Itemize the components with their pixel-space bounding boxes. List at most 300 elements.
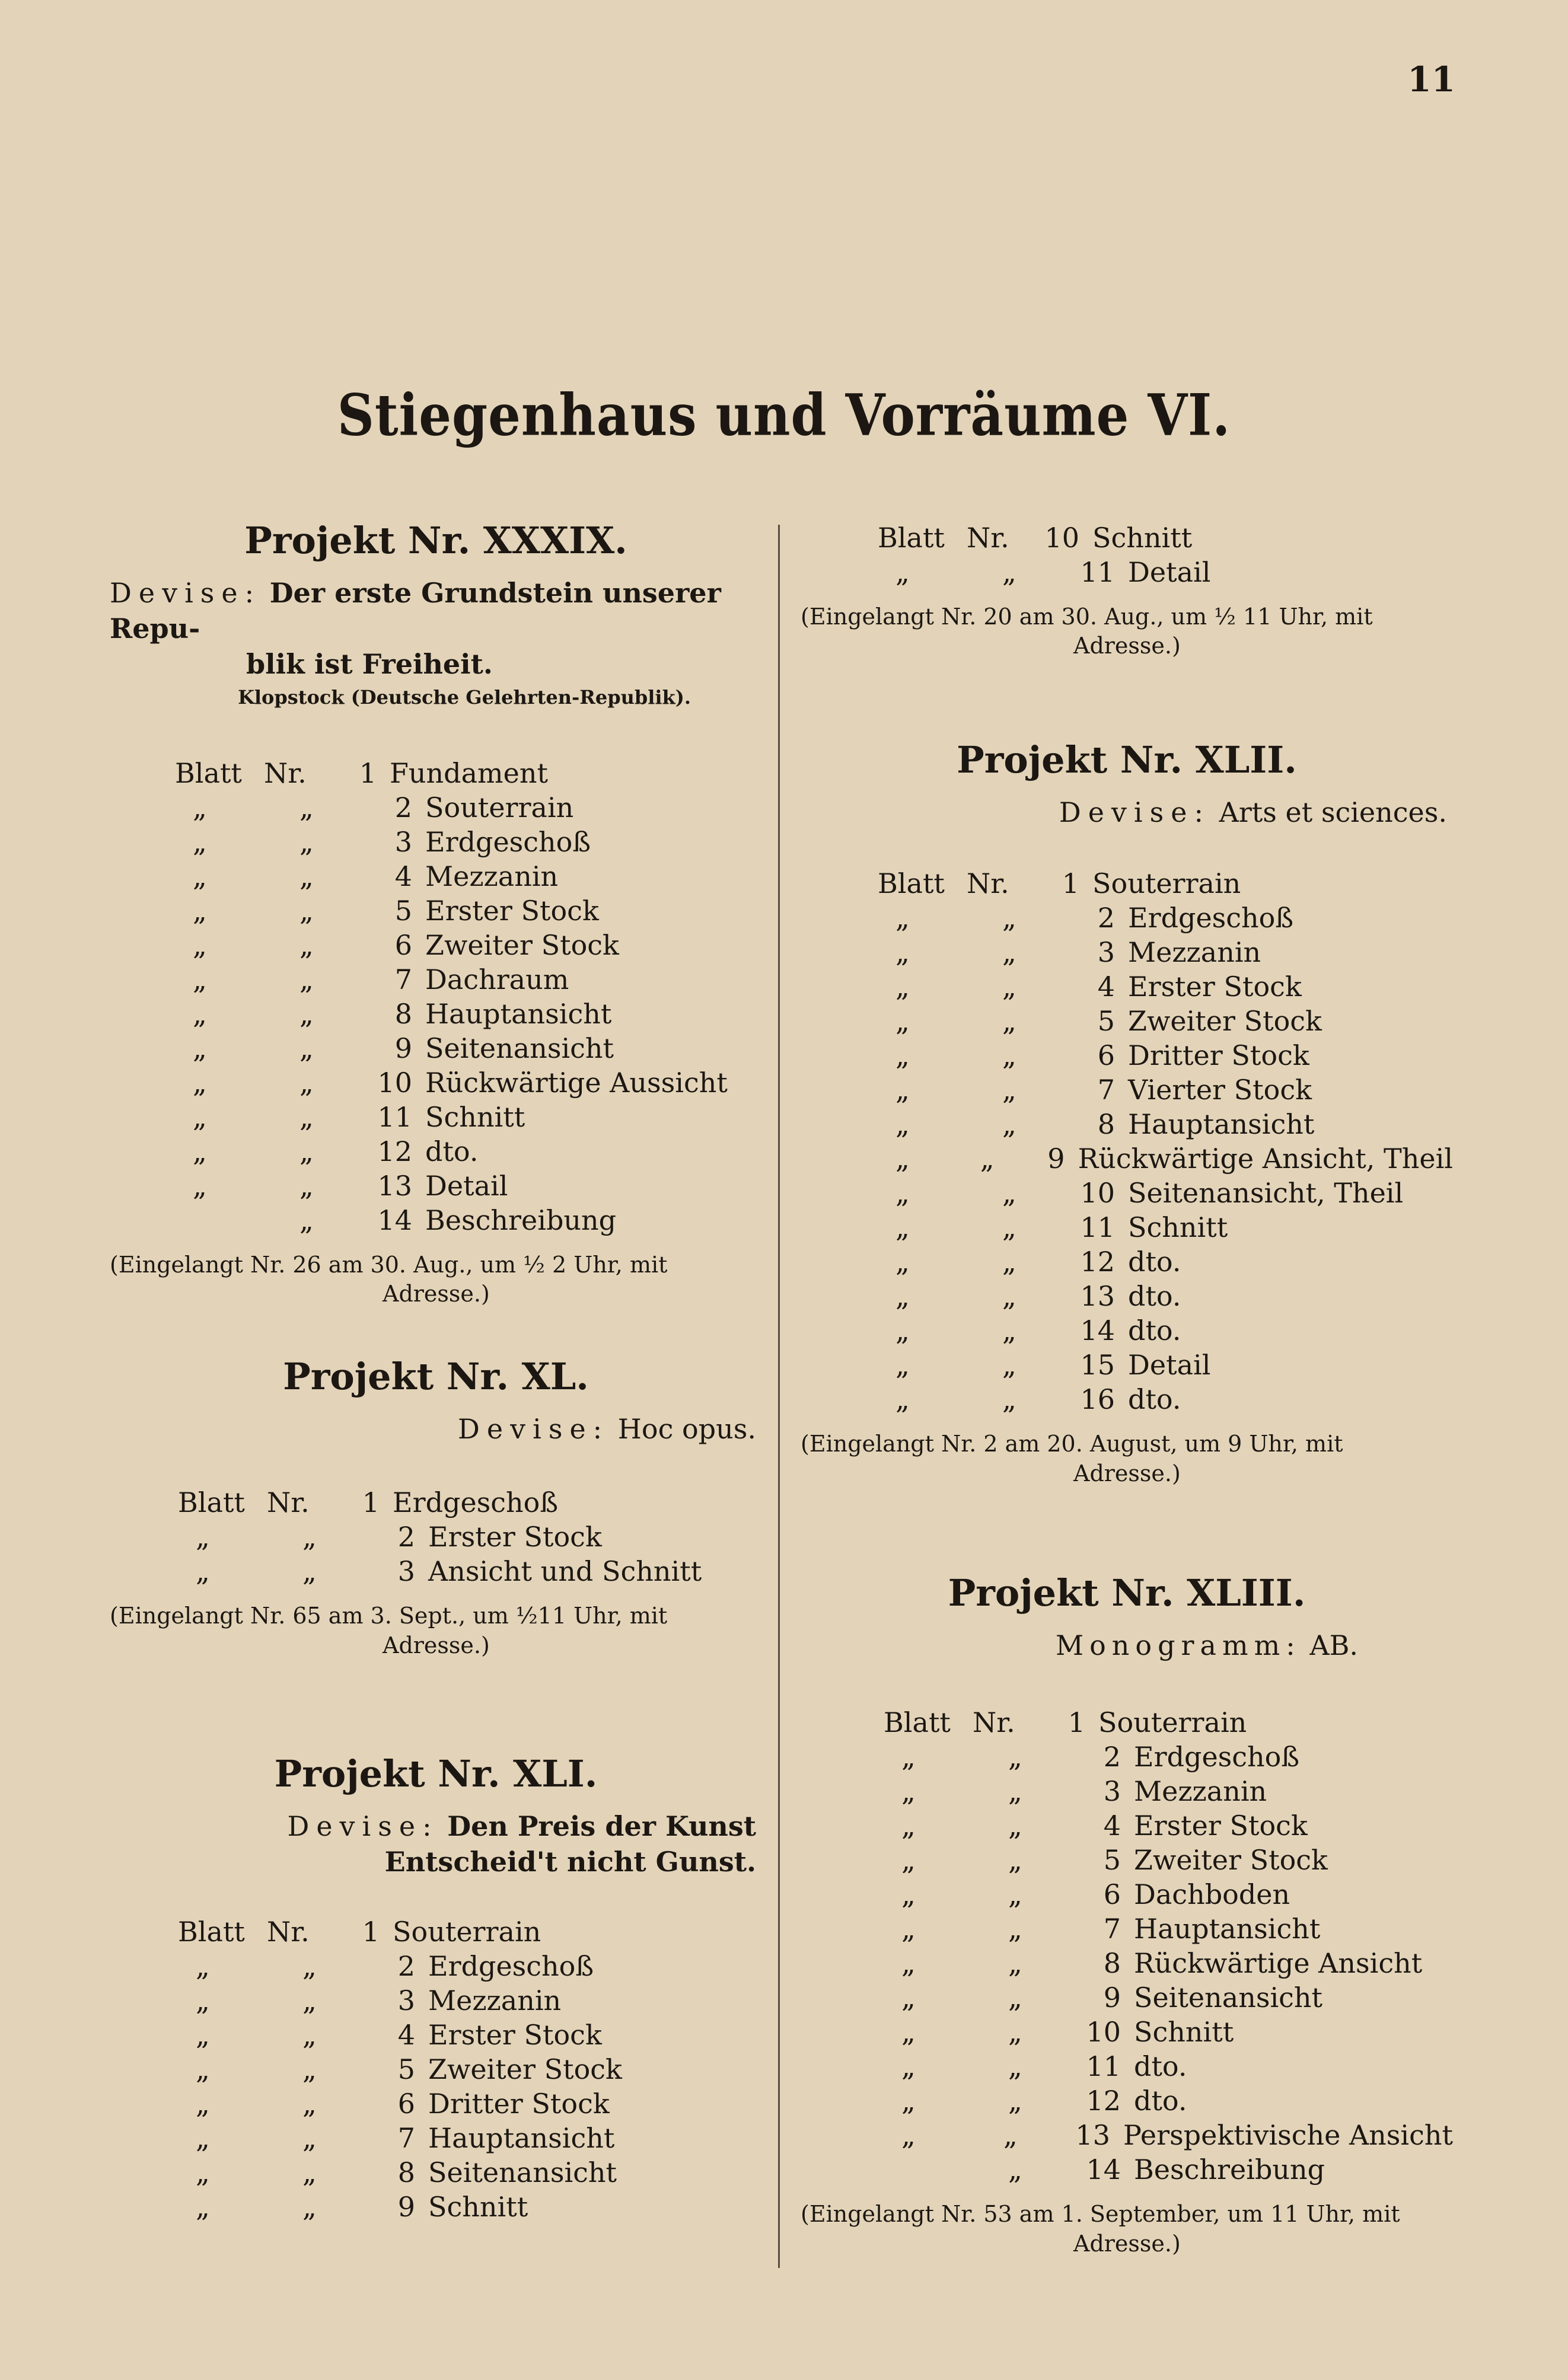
- sheet-row: [878, 1313, 1453, 1348]
- sheet-blatt: Blatt: [178, 1915, 245, 1948]
- sheet-number: 9: [1103, 1982, 1121, 2014]
- sheet-label: Seitenansicht, Theil: [1128, 1177, 1404, 1210]
- sheet-blatt: „: [901, 2050, 916, 2083]
- arrival-note-line: (Eingelangt Nr. 65 am 3. Sept., um ½11 Uhr, mit: [110, 1603, 668, 1629]
- sheet-label: Zweiter Stock: [428, 2053, 622, 2085]
- sheet-nr: „: [1008, 2154, 1022, 2186]
- project-title: Projekt Nr. XLI.: [274, 1752, 598, 1795]
- sheet-blatt: „: [193, 963, 207, 996]
- sheet-blatt: „: [196, 1555, 210, 1588]
- sheet-row: [178, 1485, 762, 1520]
- sheet-nr: Nr.: [967, 522, 1009, 554]
- sheet-number: 11: [1080, 556, 1115, 588]
- arrival-note-line: Adresse.): [1073, 1460, 1181, 1486]
- sheet-label: Perspektivische Ansicht: [1123, 2119, 1453, 2152]
- sheet-blatt: „: [895, 1005, 910, 1038]
- sheet-blatt: „: [196, 2156, 210, 2188]
- sheet-blatt: „: [193, 860, 207, 892]
- project-xxxix: [110, 519, 762, 1309]
- devise-line: blik ist Freiheit.: [246, 647, 493, 680]
- devise-label: Devise:: [110, 577, 262, 610]
- sheet-label: Beschreibung: [425, 1204, 617, 1236]
- devise: [110, 576, 762, 682]
- arrival-note-line: (Eingelangt Nr. 2 am 20. August, um 9 Uhr, mit: [801, 1431, 1343, 1457]
- project-xli-continued: [801, 521, 1453, 661]
- sheet-label: Schnitt: [1134, 2016, 1234, 2049]
- sheet-number: 10: [1080, 1177, 1115, 1210]
- sheet-row: [884, 2084, 1453, 2118]
- sheet-blatt: „: [901, 1947, 916, 1980]
- devise-line: Der erste Grundstein unserer Repu-: [110, 577, 721, 645]
- project-title: Projekt Nr. XLIII.: [948, 1571, 1306, 1615]
- sheet-number: 1: [1067, 1706, 1085, 1739]
- project-title: Projekt Nr. XLII.: [957, 738, 1297, 781]
- arrival-note-line: Adresse.): [383, 1632, 490, 1658]
- sheet-row: [884, 1877, 1453, 1912]
- monogram-value: AB.: [1309, 1629, 1358, 1662]
- sheet-number: 3: [1097, 936, 1115, 969]
- sheet-row: [175, 1134, 762, 1169]
- sheet-nr: „: [299, 997, 314, 1030]
- project-xlii: [801, 738, 1453, 1488]
- sheet-row: [175, 1203, 762, 1237]
- sheet-label: Fundament: [390, 757, 548, 789]
- sheet-blatt: „: [895, 1315, 910, 1347]
- sheet-row: [878, 1141, 1453, 1176]
- sheet-nr: „: [1002, 1177, 1016, 1210]
- sheet-label: Detail: [425, 1169, 508, 1202]
- sheet-blatt: „: [895, 1211, 910, 1244]
- sheet-nr: „: [302, 1984, 317, 2017]
- sheet-number: 4: [394, 860, 412, 892]
- sheet-row: [175, 997, 762, 1031]
- sheet-blatt: „: [901, 1810, 916, 1842]
- sheet-number: 16: [1080, 1383, 1115, 1416]
- sheet-label: Schnitt: [425, 1100, 525, 1133]
- sheet-row: [878, 1210, 1453, 1245]
- sheet-number: 2: [1103, 1741, 1121, 1773]
- sheet-row: [178, 2121, 762, 2155]
- sheet-blatt: „: [901, 1741, 916, 1773]
- sheet-label: Detail: [1128, 556, 1211, 588]
- sheet-label: Zweiter Stock: [1134, 1844, 1328, 1877]
- sheet-number: 7: [397, 2121, 415, 2154]
- sheet-nr: „: [302, 2053, 317, 2085]
- sheet-label: Seitenansicht: [1134, 1982, 1323, 2014]
- sheet-nr: „: [302, 2190, 317, 2223]
- sheet-number: 5: [397, 2053, 415, 2085]
- sheet-number: 13: [377, 1169, 412, 1202]
- sheet-number: 14: [1080, 1315, 1115, 1347]
- sheet-blatt: „: [895, 936, 910, 969]
- sheet-nr: „: [1008, 1775, 1022, 1808]
- sheet-row: [884, 1774, 1453, 1808]
- sheet-number: 2: [397, 1950, 415, 1982]
- sheet-label: Mezzanin: [425, 860, 559, 892]
- devise-line: Hoc opus.: [617, 1413, 756, 1446]
- sheet-number: 4: [397, 2018, 415, 2051]
- sheet-row: [884, 1980, 1453, 2015]
- sheet-row: [178, 2190, 762, 2224]
- sheet-number: 11: [1080, 1211, 1115, 1244]
- sheet-label: Seitenansicht: [428, 2156, 617, 2188]
- arrival-note: [801, 2200, 1453, 2258]
- sheet-blatt: „: [196, 1984, 210, 2017]
- sheet-number: 7: [1097, 1074, 1115, 1106]
- sheet-label: dto.: [1134, 2050, 1187, 2083]
- sheet-blatt: „: [901, 1775, 916, 1808]
- monogram-label: Monogramm:: [1056, 1629, 1301, 1662]
- devise-label: Devise:: [1059, 796, 1210, 829]
- sheet-label: Hauptansicht: [425, 997, 612, 1030]
- sheet-list: [801, 521, 1453, 589]
- sheet-number: 6: [1103, 1878, 1121, 1911]
- sheet-number: 3: [397, 1555, 415, 1588]
- sheet-number: 5: [394, 894, 412, 927]
- sheet-label: Rückwärtige Aussicht: [425, 1066, 728, 1099]
- attribution: Klopstock (Deutsche Gelehrten-Republik).: [238, 685, 691, 709]
- arrival-note-line: (Eingelangt Nr. 20 am 30. Aug., um ½ 11 Uhr, mit: [801, 604, 1373, 630]
- sheet-label: Schnitt: [428, 2190, 528, 2223]
- sheet-row: [175, 894, 762, 928]
- sheet-number: 8: [1097, 1108, 1115, 1141]
- sheet-blatt: Blatt: [878, 522, 945, 554]
- sheet-label: Mezzanin: [1128, 936, 1261, 969]
- sheet-number: 9: [397, 2190, 415, 2223]
- sheet-nr: „: [302, 2087, 317, 2120]
- sheet-number: 2: [1097, 902, 1115, 934]
- sheet-nr: „: [1008, 1947, 1022, 1980]
- sheet-label: Rückwärtige Ansicht, Theil: [1078, 1143, 1453, 1175]
- sheet-row: [178, 1554, 762, 1588]
- sheet-number: 8: [1103, 1947, 1121, 1980]
- sheet-nr: „: [1002, 936, 1016, 969]
- devise: [110, 1412, 762, 1447]
- sheet-nr: „: [299, 860, 314, 892]
- sheet-list: [110, 756, 762, 1237]
- sheet-row: [178, 2052, 762, 2087]
- sheet-nr: „: [1008, 2050, 1022, 2083]
- sheet-label: dto.: [1128, 1280, 1181, 1313]
- sheet-blatt: „: [193, 1135, 207, 1167]
- sheet-blatt: „: [196, 2053, 210, 2085]
- sheet-nr: „: [1002, 1315, 1016, 1347]
- sheet-label: Ansicht und Schnitt: [428, 1555, 702, 1588]
- sheet-row: [878, 1176, 1453, 1210]
- sheet-number: 14: [1086, 2154, 1121, 2186]
- sheet-number: 6: [397, 2087, 415, 2120]
- sheet-number: 3: [1103, 1775, 1121, 1808]
- sheet-label: Erdgeschoß: [1128, 902, 1294, 934]
- arrival-note-line: Adresse.): [383, 1281, 490, 1307]
- monogram: [801, 1628, 1453, 1664]
- sheet-list: [801, 866, 1453, 1416]
- sheet-row: [884, 2049, 1453, 2084]
- arrival-note-line: (Eingelangt Nr. 53 am 1. September, um 11 Uhr, mit: [801, 2201, 1400, 2228]
- sheet-nr: „: [299, 1066, 314, 1099]
- section-title: Stiegenhaus und Vorräume VI.: [337, 381, 1231, 449]
- project-xliii: [801, 1571, 1453, 2258]
- sheet-row: [175, 825, 762, 859]
- sheet-label: dto.: [1134, 2085, 1187, 2117]
- sheet-nr: „: [299, 963, 314, 996]
- project-title: Projekt Nr. XXXIX.: [244, 519, 627, 562]
- sheet-number: 12: [377, 1135, 412, 1167]
- devise-label: Devise:: [458, 1413, 610, 1446]
- devise-line: Arts et sciences.: [1219, 796, 1447, 829]
- sheet-label: Erdgeschoß: [1134, 1741, 1300, 1773]
- sheet-label: dto.: [425, 1135, 479, 1167]
- sheet-nr: Nr.: [267, 1915, 310, 1948]
- sheet-nr: „: [1002, 1349, 1016, 1382]
- sheet-blatt: „: [895, 1383, 910, 1416]
- sheet-nr: „: [1002, 1383, 1016, 1416]
- sheet-row: [175, 1169, 762, 1203]
- page-number: 11: [1407, 59, 1455, 100]
- sheet-label: Vierter Stock: [1128, 1074, 1312, 1106]
- sheet-blatt: Blatt: [178, 1486, 245, 1519]
- sheet-blatt: „: [193, 825, 207, 858]
- sheet-number: 12: [1080, 1246, 1115, 1278]
- sheet-row: [178, 1915, 762, 1949]
- arrival-note-line: (Eingelangt Nr. 26 am 30. Aug., um ½ 2 Uhr, mit: [110, 1251, 668, 1278]
- sheet-row: [178, 2155, 762, 2190]
- sheet-label: Erster Stock: [1134, 1810, 1308, 1842]
- sheet-blatt: „: [901, 1844, 916, 1877]
- sheet-label: dto.: [1128, 1246, 1181, 1278]
- sheet-row: [175, 756, 762, 790]
- sheet-row: [884, 2015, 1453, 2049]
- sheet-nr: „: [1008, 1844, 1022, 1877]
- sheet-row: [878, 1382, 1453, 1416]
- sheet-blatt: „: [895, 1177, 910, 1210]
- sheet-list: [110, 1485, 762, 1588]
- sheet-label: Souterrain: [393, 1915, 541, 1948]
- sheet-nr: „: [299, 1100, 314, 1133]
- sheet-nr: „: [1002, 1005, 1016, 1038]
- sheet-label: Detail: [1128, 1349, 1211, 1382]
- arrival-note: [801, 1430, 1453, 1488]
- sheet-row: [178, 2087, 762, 2121]
- sheet-row: [175, 962, 762, 997]
- sheet-row: [884, 2118, 1453, 2152]
- sheet-nr: „: [1002, 902, 1016, 934]
- sheet-nr: „: [299, 791, 314, 824]
- sheet-nr: „: [302, 2018, 317, 2051]
- sheet-row: [175, 928, 762, 962]
- sheet-number: 7: [1103, 1913, 1121, 1945]
- sheet-blatt: „: [193, 1032, 207, 1064]
- project-title: Projekt Nr. XL.: [283, 1355, 589, 1398]
- sheet-blatt: „: [895, 556, 910, 588]
- sheet-list: [110, 1915, 762, 2224]
- sheet-row: [878, 1279, 1453, 1313]
- sheet-nr: Nr.: [973, 1706, 1015, 1739]
- sheet-row: [884, 1912, 1453, 1946]
- sheet-blatt: „: [193, 1100, 207, 1133]
- sheet-label: Seitenansicht: [425, 1032, 614, 1064]
- sheet-nr: Nr.: [967, 867, 1009, 900]
- sheet-number: 13: [1080, 1280, 1115, 1313]
- sheet-number: 2: [394, 791, 412, 824]
- sheet-number: 14: [377, 1204, 412, 1236]
- sheet-blatt: Blatt: [884, 1706, 951, 1739]
- sheet-label: Erster Stock: [1128, 971, 1302, 1003]
- sheet-row: [878, 1107, 1453, 1141]
- sheet-blatt: „: [193, 791, 207, 824]
- arrival-note: [110, 1601, 762, 1660]
- sheet-blatt: „: [196, 2121, 210, 2154]
- sheet-nr: „: [299, 1204, 314, 1236]
- sheet-nr: „: [299, 1032, 314, 1064]
- sheet-number: 8: [394, 997, 412, 1030]
- sheet-number: 4: [1103, 1810, 1121, 1842]
- devise-line: Den Preis der Kunst: [447, 1810, 756, 1843]
- sheet-label: Erdgeschoß: [428, 1950, 594, 1982]
- sheet-blatt: „: [895, 902, 910, 934]
- devise-line: Entscheid't nicht Gunst.: [384, 1846, 756, 1878]
- sheet-label: Erster Stock: [425, 894, 599, 927]
- sheet-label: Zweiter Stock: [1128, 1005, 1322, 1038]
- column-divider: [778, 525, 780, 2268]
- sheet-row: [878, 1245, 1453, 1279]
- sheet-label: Souterrain: [425, 791, 574, 824]
- sheet-nr: „: [299, 825, 314, 858]
- sheet-blatt: „: [901, 1878, 916, 1911]
- sheet-blatt: „: [901, 1913, 916, 1945]
- sheet-label: Erdgeschoß: [425, 825, 591, 858]
- project-xli: [110, 1752, 762, 2224]
- sheet-label: Schnitt: [1092, 522, 1193, 554]
- sheet-row: [178, 2018, 762, 2052]
- sheet-row: [884, 1705, 1453, 1740]
- sheet-number: 10: [1044, 522, 1079, 554]
- sheet-number: 1: [362, 1915, 380, 1948]
- sheet-nr: „: [1002, 1108, 1016, 1141]
- sheet-label: Schnitt: [1128, 1211, 1228, 1244]
- sheet-row: [175, 790, 762, 825]
- sheet-nr: „: [1002, 556, 1016, 588]
- sheet-blatt: „: [895, 1280, 910, 1313]
- sheet-number: 5: [1097, 1005, 1115, 1038]
- sheet-label: Hauptansicht: [1134, 1913, 1321, 1945]
- sheet-number: 8: [397, 2156, 415, 2188]
- project-xl: [110, 1355, 762, 1660]
- sheet-blatt: „: [901, 2016, 916, 2049]
- sheet-row: [175, 1065, 762, 1100]
- sheet-nr: Nr.: [267, 1486, 310, 1519]
- sheet-row: [884, 1740, 1453, 1774]
- sheet-blatt: „: [196, 2087, 210, 2120]
- sheet-nr: „: [299, 1135, 314, 1167]
- sheet-number: 6: [1097, 1039, 1115, 1072]
- sheet-row: [878, 555, 1453, 589]
- sheet-blatt: Blatt: [175, 757, 242, 789]
- sheet-blatt: „: [901, 2085, 916, 2117]
- sheet-label: Beschreibung: [1134, 2154, 1325, 2186]
- arrival-note: [110, 1250, 762, 1309]
- sheet-label: Mezzanin: [1134, 1775, 1267, 1808]
- sheet-number: 1: [359, 757, 377, 789]
- sheet-blatt: Blatt: [878, 867, 945, 900]
- sheet-nr: „: [302, 1950, 317, 1982]
- sheet-number: 1: [1062, 867, 1079, 900]
- sheet-blatt: „: [193, 1066, 207, 1099]
- sheet-label: Erdgeschoß: [393, 1486, 559, 1519]
- sheet-nr: „: [1002, 1211, 1016, 1244]
- sheet-row: [878, 969, 1453, 1004]
- sheet-label: dto.: [1128, 1315, 1181, 1347]
- sheet-number: 12: [1086, 2085, 1121, 2117]
- sheet-number: 2: [397, 1521, 415, 1553]
- sheet-nr: „: [1002, 1246, 1016, 1278]
- sheet-blatt: „: [196, 2190, 210, 2223]
- sheet-row: [884, 1808, 1453, 1843]
- sheet-blatt: „: [895, 1074, 910, 1106]
- sheet-label: Dritter Stock: [428, 2087, 610, 2120]
- sheet-row: [878, 1348, 1453, 1382]
- sheet-nr: „: [1008, 1741, 1022, 1773]
- sheet-nr: „: [1008, 1878, 1022, 1911]
- sheet-blatt: „: [193, 1169, 207, 1202]
- devise: [801, 795, 1453, 831]
- sheet-label: Dritter Stock: [1128, 1039, 1309, 1072]
- sheet-blatt: „: [895, 1143, 910, 1175]
- devise-label: Devise:: [287, 1810, 439, 1843]
- sheet-row: [178, 1520, 762, 1554]
- sheet-blatt: „: [196, 1950, 210, 1982]
- sheet-nr: „: [299, 1169, 314, 1202]
- sheet-row: [878, 935, 1453, 969]
- sheet-row: [178, 1949, 762, 1983]
- sheet-nr: „: [1008, 2016, 1022, 2049]
- sheet-row: [884, 2152, 1453, 2187]
- sheet-row: [884, 1946, 1453, 1980]
- sheet-blatt: „: [901, 1982, 916, 2014]
- sheet-number: 1: [362, 1486, 380, 1519]
- sheet-number: 5: [1103, 1844, 1121, 1877]
- sheet-row: [884, 1843, 1453, 1877]
- sheet-row: [175, 1100, 762, 1134]
- sheet-row: [175, 859, 762, 894]
- sheet-nr: „: [980, 1143, 995, 1175]
- sheet-row: [178, 1983, 762, 2018]
- sheet-blatt: „: [901, 2119, 916, 2152]
- sheet-nr: Nr.: [264, 757, 307, 789]
- sheet-nr: „: [1008, 1913, 1022, 1945]
- sheet-label: Mezzanin: [428, 1984, 562, 2017]
- sheet-nr: „: [1002, 1074, 1016, 1106]
- sheet-row: [878, 901, 1453, 935]
- sheet-blatt: „: [196, 2018, 210, 2051]
- arrival-note-line: Adresse.): [1073, 633, 1181, 659]
- sheet-label: Hauptansicht: [428, 2121, 615, 2154]
- sheet-blatt: „: [193, 929, 207, 961]
- arrival-note: [801, 602, 1453, 661]
- sheet-number: 6: [394, 929, 412, 961]
- sheet-number: 10: [377, 1066, 412, 1099]
- devise: [110, 1809, 762, 1880]
- sheet-label: Erster Stock: [428, 2018, 602, 2051]
- sheet-row: [878, 1038, 1453, 1073]
- sheet-row: [878, 1004, 1453, 1038]
- sheet-row: [878, 521, 1453, 555]
- sheet-nr: „: [302, 2121, 317, 2154]
- sheet-blatt: „: [196, 1521, 210, 1553]
- sheet-label: Dachraum: [425, 963, 569, 996]
- sheet-label: Hauptansicht: [1128, 1108, 1315, 1141]
- sheet-number: 3: [397, 1984, 415, 2017]
